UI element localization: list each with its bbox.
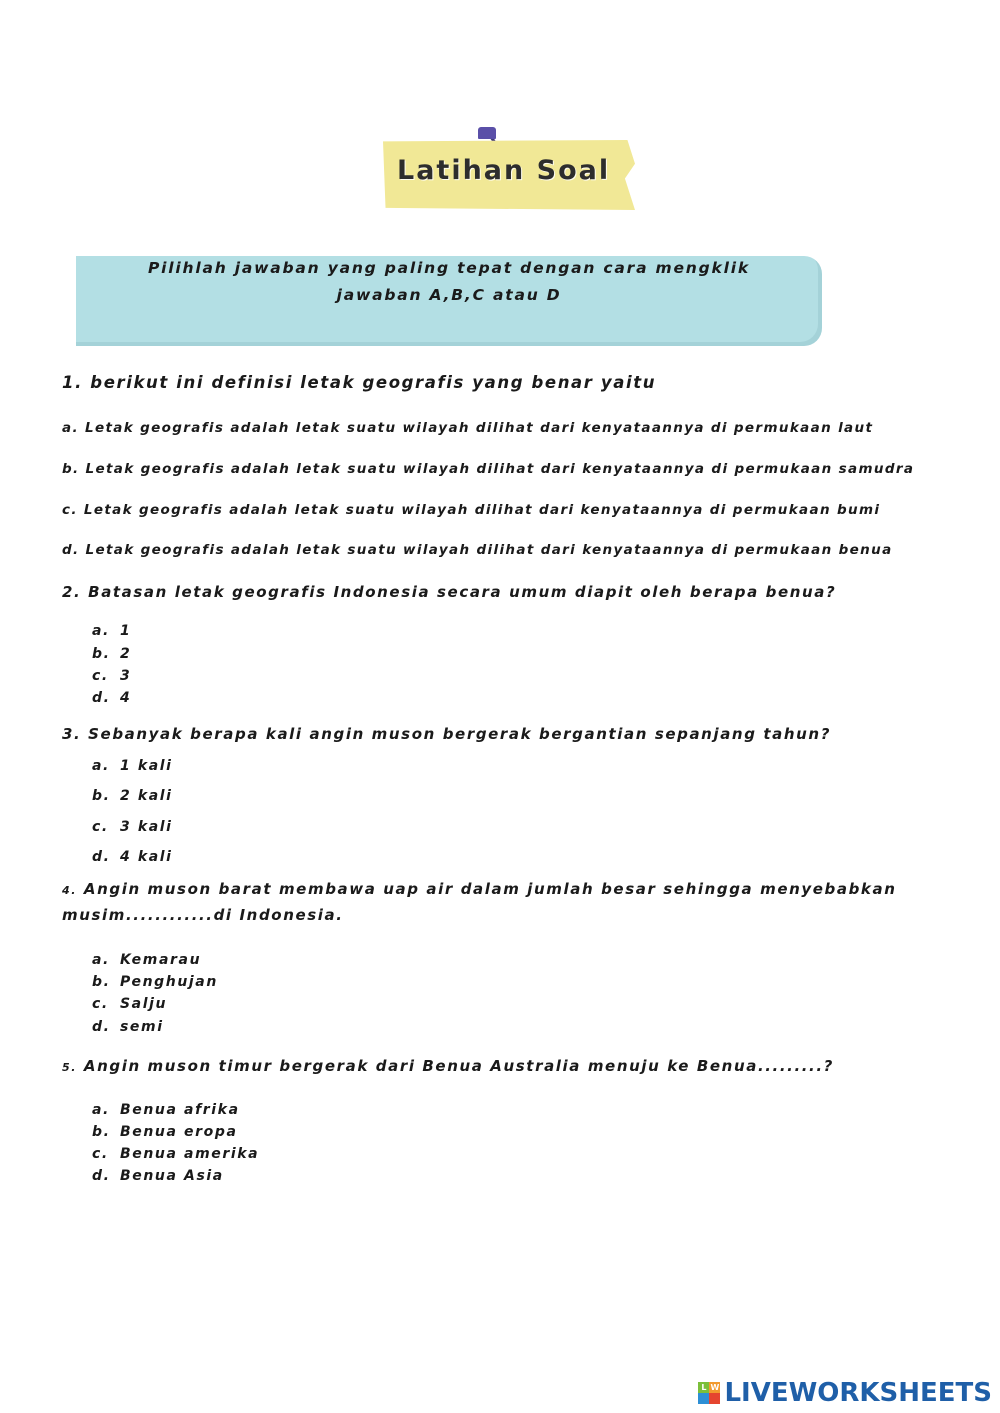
instruction-line-2: jawaban A,B,C atau D [336, 286, 562, 304]
option-text: 2 kali [120, 788, 173, 804]
q2-option-c[interactable] [92, 668, 131, 684]
option-letter: d. [92, 1168, 111, 1184]
q3-option-d[interactable] [92, 849, 173, 865]
badge-cell-l: L [698, 1382, 709, 1393]
brand-name: LIVEWORKSHEETS [724, 1378, 992, 1408]
option-text: 1 kali [120, 758, 173, 774]
option-text: Benua Asia [120, 1168, 224, 1184]
question-4-line-2: musim............di Indonesia. [62, 906, 344, 924]
option-text: Benua amerika [120, 1146, 260, 1162]
instruction-line-1: Pilihlah jawaban yang paling tepat dengan cara mengklik [148, 259, 750, 277]
q2-option-d[interactable] [92, 690, 131, 706]
q3-option-b[interactable] [92, 788, 173, 804]
option-letter: d. [92, 690, 111, 706]
question-5 [62, 1057, 834, 1075]
question-number: 5. [62, 1061, 78, 1074]
option-letter: b. [92, 646, 111, 662]
q5-option-a[interactable] [92, 1102, 240, 1118]
option-letter: b. [92, 974, 111, 990]
q2-option-b[interactable] [92, 646, 131, 662]
option-letter: a. [92, 1102, 110, 1118]
q1-option-b[interactable]: b. Letak geografis adalah letak suatu wilayah dilihat dari kenyataannya di permukaan samudra [62, 461, 915, 477]
q2-option-a[interactable] [92, 623, 131, 639]
option-text: Penghujan [120, 974, 218, 990]
badge-cell-4 [709, 1393, 720, 1404]
option-text: 4 kali [120, 849, 173, 865]
q5-option-b[interactable] [92, 1124, 238, 1140]
option-text: Kemarau [120, 952, 202, 968]
q3-option-a[interactable] [92, 758, 173, 774]
option-letter: c. [92, 819, 109, 835]
question-3: 3. Sebanyak berapa kali angin muson bergerak bergantian sepanjang tahun? [62, 725, 831, 743]
option-text: 1 [120, 623, 132, 639]
option-letter: c. [92, 1146, 109, 1162]
q4-option-a[interactable] [92, 952, 201, 968]
q1-option-d[interactable]: d. Letak geografis adalah letak suatu wilayah dilihat dari kenyataannya di permukaan benua [62, 542, 893, 558]
page-title: Latihan Soal [397, 155, 611, 186]
option-text: 2 [120, 646, 132, 662]
q3-option-c[interactable] [92, 819, 173, 835]
option-text: 3 [120, 668, 132, 684]
q4-option-d[interactable] [92, 1019, 164, 1035]
option-letter: d. [92, 1019, 111, 1035]
q4-option-b[interactable] [92, 974, 218, 990]
option-text: Benua eropa [120, 1124, 238, 1140]
option-letter: b. [92, 1124, 111, 1140]
question-text: Angin muson barat membawa uap air dalam jumlah besar sehingga menyebabkan [83, 880, 897, 898]
option-letter: c. [92, 668, 109, 684]
option-letter: c. [92, 996, 109, 1012]
option-text: 4 [120, 690, 132, 706]
liveworksheets-badge-icon [698, 1382, 720, 1404]
question-1: 1. berikut ini definisi letak geografis yang benar yaitu [62, 373, 657, 392]
option-letter: a. [92, 952, 110, 968]
q1-option-a[interactable]: a. Letak geografis adalah letak suatu wilayah dilihat dari kenyataannya di permukaan laut [62, 420, 874, 436]
question-4-line-1 [62, 880, 897, 898]
option-letter: a. [92, 758, 110, 774]
question-number: 4. [62, 884, 78, 897]
option-text: Salju [120, 996, 168, 1012]
option-text: semi [120, 1019, 164, 1035]
pushpin-icon [478, 127, 496, 139]
question-text: Angin muson timur bergerak dari Benua Australia menuju ke Benua.........? [83, 1057, 834, 1075]
q5-option-c[interactable] [92, 1146, 259, 1162]
badge-cell-w: W [710, 1383, 720, 1392]
option-letter: d. [92, 849, 111, 865]
option-text: Benua afrika [120, 1102, 240, 1118]
q1-option-c[interactable]: c. Letak geografis adalah letak suatu wilayah dilihat dari kenyataannya di permukaan bumi [62, 502, 881, 518]
option-letter: b. [92, 788, 111, 804]
option-text: 3 kali [120, 819, 173, 835]
q5-option-d[interactable] [92, 1168, 224, 1184]
question-2: 2. Batasan letak geografis Indonesia secara umum diapit oleh berapa benua? [62, 583, 837, 601]
option-letter: a. [92, 623, 110, 639]
liveworksheets-logo[interactable] [698, 1378, 992, 1408]
badge-cell-3 [698, 1393, 709, 1404]
q4-option-c[interactable] [92, 996, 167, 1012]
